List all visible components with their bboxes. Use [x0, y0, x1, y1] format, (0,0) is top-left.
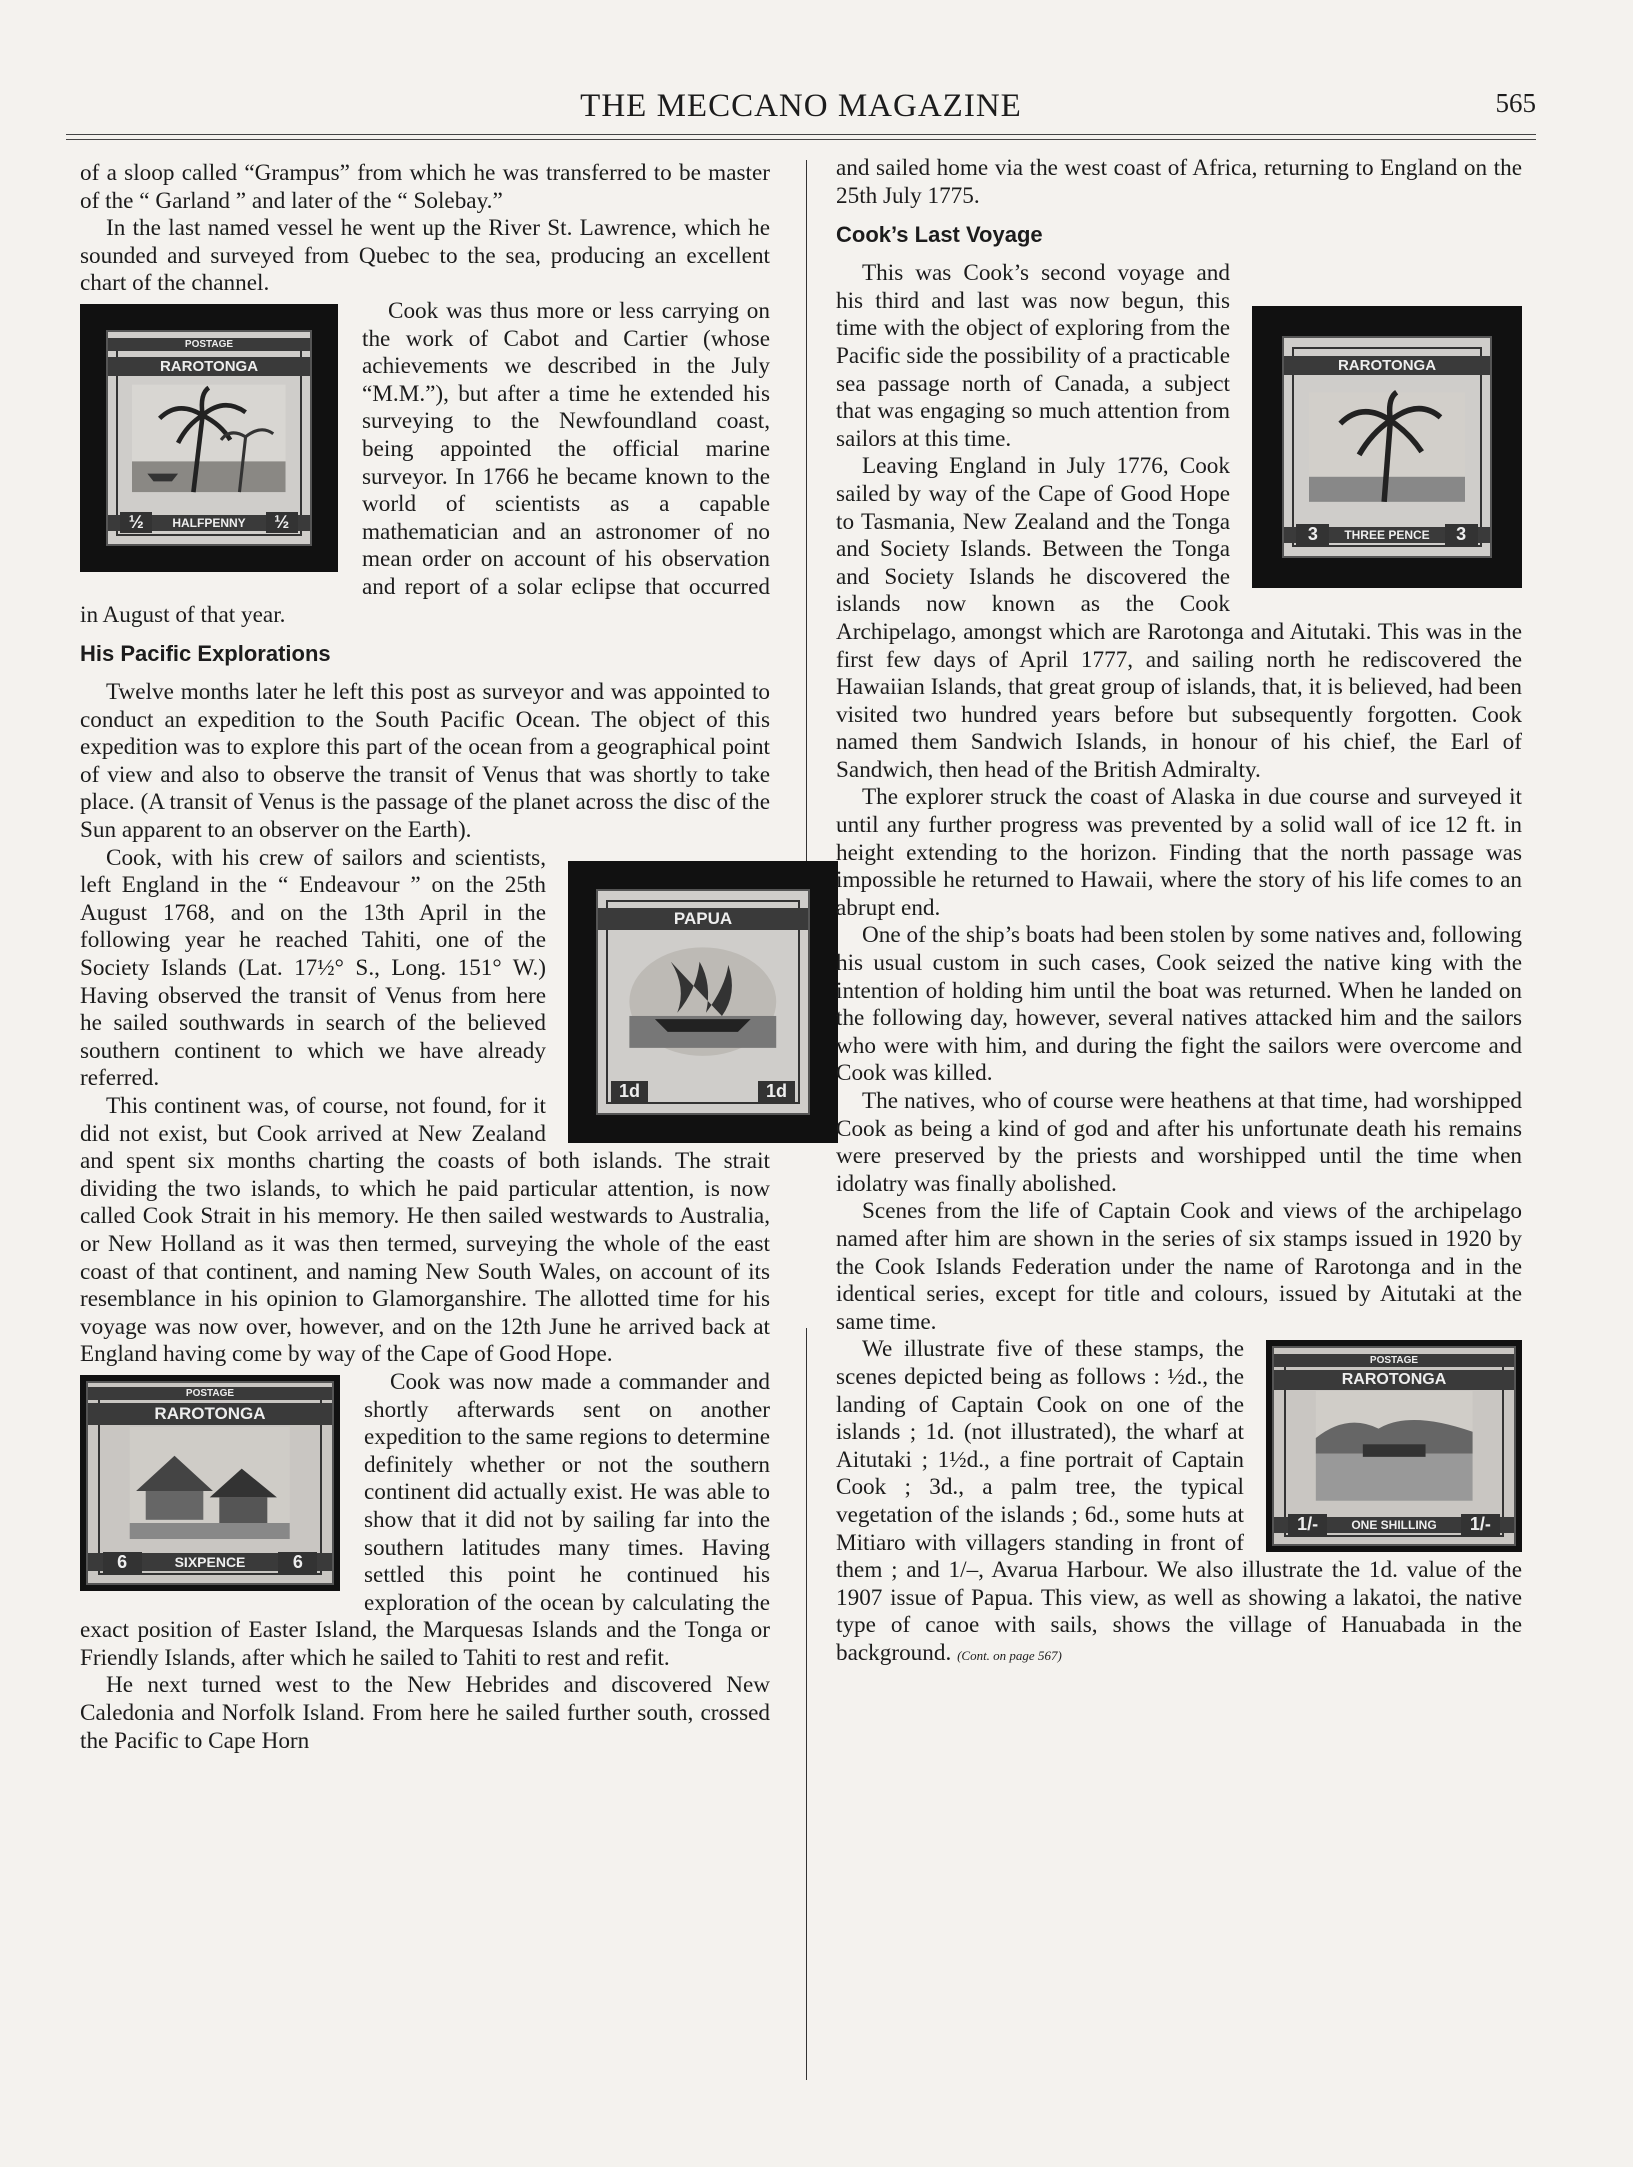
stamp-label: POSTAGE — [108, 338, 310, 351]
stamp-papua-1d — [568, 861, 838, 1143]
stamp-value-text: HALFPENNY — [108, 515, 310, 531]
stamp-value: 1/- — [1461, 1514, 1499, 1535]
section-heading: His Pacific Explorations — [80, 641, 331, 667]
stamp-rarotonga-halfpenny — [80, 304, 338, 572]
stamp-value: ½ — [266, 512, 298, 533]
stamp-country: RAROTONGA — [1284, 356, 1490, 375]
stamp-value: 6 — [103, 1552, 142, 1573]
harbour-scene-icon — [1303, 1391, 1485, 1501]
paragraph: The explorer struck the coast of Alaska in due course and surveyed it until any further progress was prevented by a solid wall of ice 12 ft. in height extending to the horizon. Finding that the north passage was impossible he returned to Hawaii, where the story of his life comes to an abrupt end. — [836, 784, 1522, 921]
stamp-value: 3 — [1296, 524, 1329, 545]
paragraph: Cook, with his crew of sailors and scientists, left England in the “ Endeavour ” on the 25th August 1768, and on the 13th April in the following year he reached Tahiti, one of the Society Islands (Lat. 17½° S., Long. 151° W.) Having observed the transit of Venus from here he sailed southwards in search of the believed southern continent to which we have already referred. — [80, 844, 546, 1092]
stamp-value-text: SIXPENCE — [88, 1553, 332, 1571]
paragraph: This continent was, of course, not found, for it did not exist, but Cook arrived at New Zealand and spent six months charting the coasts of both islands. The strait dividing the two islands, to which he paid particular attention, is now called Cook Strait in his memory. He then sailed westwards to Australia, or New Holland as it was then termed, surveying the whole of the east coast of that continent, and naming New South Wales, on account of its resemblance in his opinion to Glamorganshire. The allotted time for his voyage was now over, however, and on the 12th June he arrived back at England having come by way of the Cape of Good Hope. — [80, 1093, 770, 1368]
paragraph: Leaving England in July 1776, Cook sailed by way of the Cape of Good Hope to Tasmania, New Zealand and the Tonga and Society Islands. Between the Tonga and Society Islands he discovered the islands now known as the Cook Archipelago, amongst which are Rarotonga and Aitutaki. This was in the first few days of April 1777, and sailing north he rediscovered the Hawaiian Islands, that great group of islands, that, it is believed, had been visited two hundred years before but subsequently forgotten. Cook named them Sandwich Islands, in honour of his chief, the Earl of Sandwich, then head of the British Admiralty. — [836, 453, 1522, 783]
stamp-value: ½ — [120, 512, 152, 533]
stamp-label: POSTAGE — [88, 1387, 332, 1400]
palm-tree-icon — [1309, 386, 1466, 508]
left-column — [80, 160, 788, 1755]
paragraph: Cook was now made a commander and shortly afterwards sent on another expedition to the same regions to determine definitely whether or not the southern continent did actually exist. He was able to show that it did not by sailing far into the southern latitudes many times. Having settled this point he continued his exploration of the ocean by calculating the exact position of Easter Island, the Marquesas Islands and the Tonga or Friendly Islands, after which he sailed to Tahiti to rest and refit. — [80, 1368, 770, 1671]
paragraph-text: We illustrate five of these stamps, the scenes depicted being as follows : ½d., the landing of Captain Cook on one of the islands ; 1d. (not illustrated), the wharf at Aitutaki ; 1½d., a fine portrait of Captain Cook ; 3d., a palm tree, the typical vegetation of the islands ; 6d., some huts at Mitiaro with villagers standing in front of them ; and 1/–, Avarua Harbour. We also illustrate the 1d. value of the 1907 issue of Papua. This view, as well as showing a lakatoi, the native type of canoe with sails, shows the village of Hanuabada in the background. — [836, 1336, 1522, 1666]
paragraph: Cook was thus more or less carrying on the work of Cabot and Cartier (whose achievements we described in the July “M.M.”), but after a time he extended his surveying to the Newfoundland coast, being appointed the official marine surveyor. In 1766 he became known to the world of scientists as a capable mathematician and an astronomer of no mean order on account of his observation and report of a solar eclipse that occurred in August of that year. — [80, 297, 770, 628]
stamp-value-text: ONE SHILLING — [1274, 1517, 1514, 1533]
paragraph: Twelve months later he left this post as surveyor and was appointed to conduct an expedition to the South Pacific Ocean. The object of this expedition was to explore this part of the ocean from a geographical point of view and also to observe the transit of Venus that was shortly to take place. (A transit of Venus is the passage of the planet across the disc of the Sun apparent to an observer on the Earth). — [80, 679, 770, 844]
column-divider — [806, 160, 807, 963]
stamp-value: 1d — [611, 1081, 649, 1102]
stamp-rarotonga-threepence — [1252, 306, 1522, 588]
paragraph: One of the ship’s boats had been stolen by some natives and, following his usual custom in such cases, Cook seized the native king with the intention of holding him until the boat was returned. When he landed on the following day, however, several natives attacked him and the sailors who were with him, and during the fight the sailors were overcome and Cook was killed. — [836, 922, 1522, 1087]
huts-scene-icon — [117, 1427, 302, 1539]
stamp-value-text: THREE PENCE — [1284, 527, 1490, 543]
continuation-note: (Cont. on page 567) — [957, 1647, 1062, 1663]
paragraph: and sailed home via the west coast of Africa, returning to England on the 25th July 1775. — [836, 155, 1522, 209]
palm-landing-scene-icon — [132, 379, 286, 498]
paragraph: He next turned west to the New Hebrides and discovered New Caledonia and Norfolk Island. From here he sailed further south, crossed the Pacific to Cape Horn — [80, 1672, 770, 1754]
page-number: 565 — [1495, 88, 1536, 118]
stamp-rarotonga-sixpence — [80, 1375, 340, 1591]
paragraph: This was Cook’s second voyage and his third and last was now begun, this time with the object of exploring from the Pacific side the possibility of a practicable sea passage north of Canada, a subject that was engaging so much attention from sailors at this time. — [836, 260, 1230, 452]
paragraph: Scenes from the life of Captain Cook and views of the archipelago named after him are shown in the series of six stamps issued in 1920 by the Cook Islands Federation under the name of Rarotonga and in the identical series, except for title and colours, issued by Aitutaki at the same time. — [836, 1198, 1522, 1335]
paragraph: In the last named vessel he went up the River St. Lawrence, which he sounded and surveyed from Quebec to the sea, producing an excellent chart of the channel. — [80, 215, 770, 297]
stamp-value: 1d — [758, 1081, 796, 1102]
stamp-country: RAROTONGA — [88, 1403, 332, 1425]
stamp-value: 1/- — [1288, 1514, 1326, 1535]
lakatoi-canoe-icon — [623, 935, 783, 1068]
magazine-title: THE MECCANO MAGAZINE — [580, 88, 1022, 124]
right-column — [836, 155, 1522, 1669]
paragraph: of a sloop called “Grampus” from which he was transferred to be master of the “ Garland ” and later of the “ Solebay.” — [80, 160, 770, 214]
stamp-country: PAPUA — [598, 908, 808, 930]
page-header — [66, 88, 1536, 126]
paragraph: The natives, who of course were heathens at that time, had worshipped Cook as being a kind of god and after his unfortunate death his remains were preserved by the priests and worshipped until the time when idolatry was finally abolished. — [836, 1088, 1522, 1197]
section-heading: Cook’s Last Voyage — [836, 222, 1043, 248]
stamp-country: RAROTONGA — [108, 357, 310, 376]
stamp-country: RAROTONGA — [1274, 1370, 1514, 1390]
header-rule — [66, 134, 1536, 135]
header-rule — [66, 139, 1536, 140]
stamp-label: POSTAGE — [1274, 1354, 1514, 1367]
stamp-value: 3 — [1445, 524, 1478, 545]
column-divider — [806, 1328, 807, 2080]
stamp-value: 6 — [278, 1552, 317, 1573]
stamp-rarotonga-one-shilling — [1266, 1340, 1522, 1552]
